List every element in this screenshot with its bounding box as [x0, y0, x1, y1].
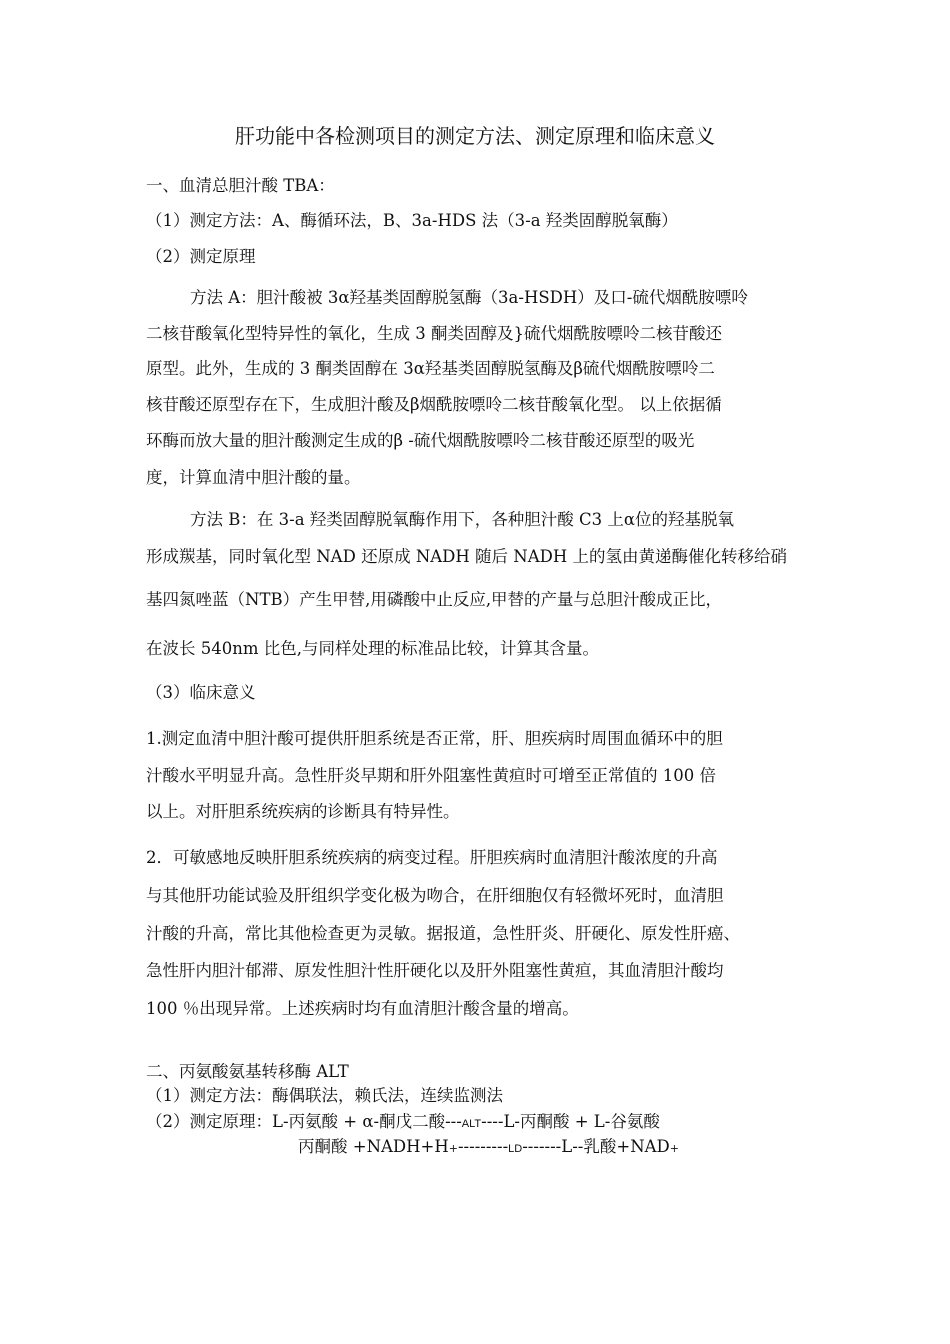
- principle-text: ----L-丙酮酸 + L-谷氨酸: [481, 1112, 660, 1131]
- method-b-line: 基四氮唑蓝（NTB）产生甲替,用磷酸中止反应,甲替的产量与总胆汁酸成正比，: [146, 590, 723, 609]
- clinical-1-line: 以上。对肝胆系统疾病的诊断具有特异性。: [146, 802, 460, 821]
- clinical-2-line: 与其他肝功能试验及肝组织学变化极为吻合，在肝细胞仅有轻微坏死时，血清胆: [146, 886, 724, 905]
- method-a-line: 二核苷酸氧化型特异性的氧化，生成 3 酮类固醇及}硫代烟酰胺嘌呤二核苷酸还: [146, 324, 722, 343]
- section-1-clinical-heading: （3）临床意义: [146, 683, 256, 702]
- method-b-line: 方法 B：在 3-a 羟类固醇脱氧酶作用下，各种胆汁酸 C3 上α位的羟基脱氧: [190, 510, 735, 529]
- clinical-1-line: 1.测定血清中胆汁酸可提供肝胆系统是否正常，肝、胆疾病时周围血循环中的胆: [146, 729, 723, 748]
- clinical-1-line: 汁酸水平明显升高。急性肝炎早期和肝外阻塞性黄疸时可增至正常值的 100 倍: [146, 766, 716, 785]
- enzyme-label-ld: LD: [508, 1143, 523, 1155]
- method-a-line: 环酶而放大量的胆汁酸测定生成的β -硫代烟酰胺嘌呤二核苷酸还原型的吸光: [146, 431, 695, 450]
- method-b-line: 形成羰基，同时氧化型 NAD 还原成 NADH 随后 NADH 上的氢由黄递酶催化转移给硝: [146, 547, 787, 566]
- enzyme-label-alt: ALT: [461, 1118, 482, 1130]
- clinical-2-line: 急性肝内胆汁郁滞、原发性胆汁性肝硬化以及肝外阻塞性黄疸，其血清胆汁酸均: [146, 961, 724, 980]
- method-a-line: 核苷酸还原型存在下，生成胆汁酸及β烟酰胺嘌呤二核苷酸氧化型。 以上依据循: [146, 395, 722, 414]
- document-title: 肝功能中各检测项目的测定方法、测定原理和临床意义: [235, 124, 715, 148]
- superscript-plus: +: [448, 1142, 458, 1155]
- clinical-2-line: 汁酸的升高，常比其他检查更为灵敏。据报道，急性肝炎、肝硬化、原发性肝癌、: [146, 924, 740, 943]
- method-b-line: 在波长 540nm 比色,与同样处理的标准品比较，计算其含量。: [146, 639, 600, 658]
- section-1-principle-heading: （2）测定原理: [146, 247, 256, 266]
- section-2-principle: [146, 1111, 816, 1135]
- superscript-plus: +: [669, 1142, 679, 1155]
- section-2-heading: 二、丙氨酸氨基转移酶 ALT: [146, 1062, 349, 1081]
- reaction-text: -------L--乳酸+NAD: [522, 1137, 670, 1156]
- section-2-method: （1）测定方法：酶偶联法，赖氏法，连续监测法: [146, 1086, 503, 1105]
- section-1-method: （1）测定方法：A、酶循环法，B、3a-HDS 法（3-a 羟类固醇脱氧酶）: [146, 211, 678, 230]
- clinical-2-line: 2．可敏感地反映肝胆系统疾病的病变过程。肝胆疾病时血清胆汁酸浓度的升高: [146, 848, 718, 867]
- reaction-dashes: ---------: [457, 1137, 509, 1156]
- method-a-line: 方法 A：胆汁酸被 3α羟基类固醇脱氢酶（3a-HSDH）及口-硫代烟酰胺嘌呤: [190, 288, 748, 307]
- reaction-text: 丙酮酸 +NADH+H: [298, 1137, 449, 1156]
- section-1-heading: 一、血清总胆汁酸 TBA：: [146, 176, 335, 195]
- principle-text: （2）测定原理：L-丙氨酸 + α-酮戊二酸---: [146, 1112, 462, 1131]
- clinical-2-line: 100 ％出现异常。上述疾病时均有血清胆汁酸含量的增高。: [146, 999, 579, 1018]
- method-a-line: 原型。此外，生成的 3 酮类固醇在 3α羟基类固醇脱氢酶及β硫代烟酰胺嘌呤二: [146, 359, 715, 378]
- method-a-line: 度，计算血清中胆汁酸的量。: [146, 468, 361, 487]
- section-2-reaction: [298, 1136, 950, 1160]
